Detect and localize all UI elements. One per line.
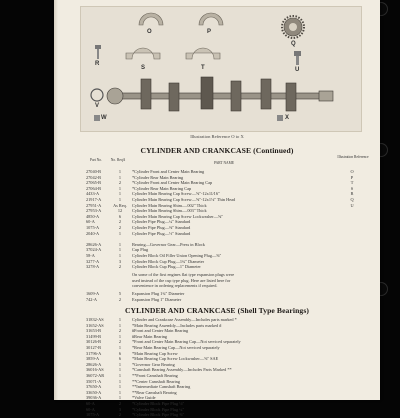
quantity: 2 [118, 219, 122, 225]
note-line: used instead of the cup type plug. Here are listed here for [132, 277, 231, 283]
section-title-shell-type: CYLINDER AND CRANKCASE (Shell Type Bearings) [124, 306, 310, 315]
part-number: 3859-A [86, 356, 100, 362]
table-row [86, 412, 356, 418]
screw-u-icon [294, 51, 301, 65]
catalog-page [54, 0, 380, 418]
part-number: 31796-A [86, 350, 102, 356]
label-o: O [147, 29, 152, 35]
col-illustration-ref: Illustration Reference [337, 155, 369, 159]
part-name: Expansion Plug 1" Diameter [132, 296, 182, 302]
part-name: *Main Bearing Assembly—Includes parts marked # [132, 322, 222, 328]
part-name: Cylinder Main Bearing Shim—.003" Thick [132, 208, 207, 214]
quantity: 2 [118, 224, 122, 230]
part-name: Cylinder Main Bearing Cap Screw—⅝"-12x11⁄16" [132, 191, 220, 197]
part-number: 4850-A [86, 213, 100, 219]
part-name: **Intermediate Camshaft Bearing [132, 384, 191, 390]
part-name: *Camshaft Bearing Assembly—Includes Parts Marked ** [132, 367, 232, 373]
quantity: 2 [118, 339, 122, 345]
part-number: 35071-A [86, 378, 102, 384]
part-number: 27040-B [86, 169, 102, 174]
part-number: 37024-A [86, 247, 102, 253]
quantity: 3 [118, 258, 122, 264]
part-name: **Rear Camshaft Bearing [132, 389, 177, 395]
crankshaft-icon [107, 77, 333, 111]
illustration-caption: Illustration Reference O to X [190, 134, 244, 139]
part-name: *Valve Guide [132, 395, 156, 401]
note-line: On some of the first engines flat type expansion plugs were [132, 272, 235, 277]
parts-illustration [80, 6, 362, 132]
part-name: **Center Camshaft Bearing [132, 378, 180, 384]
part-number: 3277-A [86, 258, 100, 264]
illustration-ref: U [350, 202, 354, 208]
illustration-ref: Q [350, 196, 354, 202]
quantity: 1 [118, 317, 122, 322]
expansion-plug-note [132, 272, 347, 289]
part-name: Cylinder Main Bearing Shim—.002" Thick [132, 202, 207, 208]
quantity: 2 [118, 180, 122, 186]
illustration-ref: T [350, 180, 354, 186]
parts-drawing [81, 7, 361, 131]
quantity: 6 [118, 213, 122, 219]
quantity: 6 [118, 350, 122, 356]
quantity: 1 [118, 395, 122, 401]
quantity: 2 [118, 264, 122, 270]
part-name: Cylinder Block Oil Filler Union Opening Plug—⅝" [132, 252, 222, 258]
part-number: 27951-A [86, 202, 102, 208]
part-name: *Cylinder Block Pipe Plug ⅛" [132, 400, 185, 406]
illustration-ref: S [350, 185, 354, 191]
part-number: 3278-A [86, 264, 100, 270]
quantity: 1 [118, 191, 122, 197]
parts-table-continued [86, 169, 356, 270]
part-number: 31652-AS [86, 322, 104, 328]
page-edge-shadow [54, 0, 58, 400]
part-number: 31499-B [86, 333, 102, 339]
part-name: *Cylinder Front and Center Main Bearing Cap [132, 180, 213, 186]
part-number: 60-A [86, 406, 95, 412]
quantity: 1 [118, 344, 122, 350]
part-name: #Rear Main Bearing [132, 333, 168, 339]
part-number: 31832-AS [86, 317, 104, 322]
col-part-name: PART NAME [213, 161, 235, 165]
part-name: Cylinder Pipe Plug—¼" Standard [132, 219, 191, 225]
part-name: Bearing—Governor Gear—Press in Block [132, 241, 205, 247]
part-number: 2040-A [86, 230, 100, 236]
part-number: 30126-B [86, 339, 102, 345]
part-number: 1075-A [86, 224, 100, 230]
part-name: Cylinder and Crankcase Assembly—Includes parts marked * [132, 317, 237, 322]
part-number: 28626-A [86, 241, 102, 247]
nut-x-icon [277, 115, 283, 121]
part-number: 27953-A [86, 208, 102, 214]
parts-table-expansion [86, 291, 356, 302]
part-number: 1609-A [86, 291, 100, 296]
part-name: *Cylinder Front and Center Main Bearing [132, 169, 205, 174]
part-name: *Main Bearing Cap Screw Lockwasher—⅝" SAE [132, 356, 219, 362]
note-line: convenience in ordering replacements if required. [132, 283, 218, 289]
quantity: 6 [118, 356, 122, 362]
part-number: 37650-A [86, 384, 102, 390]
part-name: *Rear Main Bearing Cap—Not serviced separately [132, 344, 220, 350]
quantity: 2 [118, 412, 122, 418]
part-number: 60-A [86, 400, 95, 406]
bearing-o-icon [139, 13, 163, 25]
quantity: 1 [118, 322, 122, 328]
part-name: Cylinder Pipe Plug—½" Standard [132, 230, 191, 236]
part-name: Cylinder Block Cup Plug—1¾" Diameter [132, 258, 205, 264]
part-number: 27064-B [86, 185, 102, 191]
quantity: 1 [118, 174, 122, 180]
label-w: W [101, 115, 107, 121]
part-number: 31653-B [86, 328, 102, 334]
quantity: 1 [118, 367, 122, 373]
part-name: **Front Camshaft Bearing [132, 372, 178, 378]
quantity: 2 [118, 400, 122, 406]
part-number: 60-A [86, 219, 95, 225]
part-name: *Cylinder Block Pipe Plug ¼" [132, 406, 185, 412]
part-number: 4433-A [86, 191, 100, 197]
gear-q-icon [282, 16, 304, 38]
part-name: *Front and Center Main Bearing Cap—Not serviced separately [132, 339, 241, 345]
label-r: R [95, 61, 100, 67]
quantity: 2 [118, 296, 122, 302]
part-number: 742-A [86, 296, 97, 302]
part-name: Cylinder Main Bearing Cap Screw—⅝"-12x1⅛" Thin Head [132, 196, 236, 202]
part-number: 58-A [86, 252, 95, 258]
quantity: As Req. [113, 202, 127, 208]
part-number: 39036-A [86, 395, 102, 401]
table-row [86, 297, 356, 303]
quantity: 1 [118, 384, 122, 390]
cap-s-icon [126, 48, 160, 59]
part-name: Cup Plug [132, 247, 149, 253]
part-name: *Cylinder Rear Main Bearing Cap [132, 185, 192, 191]
part-name: Cylinder Block Cup Plug—1" Diameter [132, 264, 201, 270]
illustration-ref: O [350, 169, 354, 174]
label-u: U [295, 67, 300, 73]
label-q: Q [291, 41, 296, 47]
label-v: V [95, 103, 100, 109]
quantity: 1 [118, 230, 122, 236]
part-name: *Governor Gear Bearing [132, 361, 175, 367]
part-number: 27042-B [86, 174, 102, 180]
part-number: 1075-A [86, 412, 100, 418]
quantity: 1 [118, 241, 122, 247]
section-title-continued: CYLINDER AND CRANKCASE (Continued) [140, 146, 294, 155]
part-name: Expansion Plug 1¾" Diameter [132, 291, 185, 296]
part-name: *Cylinder Block Pipe Plug ⅜" [132, 412, 185, 418]
screw-r-icon [95, 45, 101, 59]
quantity: 1 [118, 247, 122, 253]
label-t: T [201, 65, 205, 71]
bearing-p-icon [199, 13, 223, 25]
cap-t-icon [186, 48, 220, 59]
illustration-ref: R [350, 191, 354, 197]
quantity: 1 [118, 389, 122, 395]
part-name: *Main Bearing Cap Screw [132, 350, 178, 356]
part-name: #Front and Center Main Bearing [132, 328, 189, 334]
quantity: 5 [118, 291, 122, 296]
illustration-ref: P [350, 174, 354, 180]
part-number: 28626-A [86, 361, 102, 367]
quantity: 1 [118, 378, 122, 384]
part-number: 36016-AS [86, 367, 104, 373]
part-name: *Cylinder Rear Main Bearing [132, 174, 184, 180]
table-row [86, 264, 356, 270]
quantity: 12 [117, 208, 123, 214]
quantity: 1 [118, 333, 122, 339]
col-part-no: Part No. [90, 158, 102, 162]
label-p: P [207, 29, 212, 35]
part-number: 33650-A [86, 389, 102, 395]
quantity: 1 [118, 252, 122, 258]
part-number: 21917-A [86, 196, 102, 202]
part-name: Cylinder Pipe Plug—⅜" Standard [132, 224, 191, 230]
label-x: X [285, 115, 290, 121]
col-qty: No. Req'd [110, 158, 126, 162]
parts-table-shell-type [86, 317, 356, 418]
quantity: 3 [118, 406, 122, 412]
quantity: 1 [118, 169, 122, 174]
part-name: Cylinder Main Bearing Cap Screw Lockwasher—⅝" [132, 213, 224, 219]
part-number: 36072-AR [86, 372, 105, 378]
part-number: 27065-B [86, 180, 102, 186]
washer-w-icon [94, 115, 100, 121]
quantity: 1 [118, 372, 122, 378]
label-s: S [141, 65, 146, 71]
quantity: 1 [118, 361, 122, 367]
quantity: 1 [118, 196, 122, 202]
ring-v-icon [91, 89, 103, 101]
quantity: 1 [118, 185, 122, 191]
part-number: 30127-B [86, 344, 102, 350]
quantity: 2 [118, 328, 122, 334]
